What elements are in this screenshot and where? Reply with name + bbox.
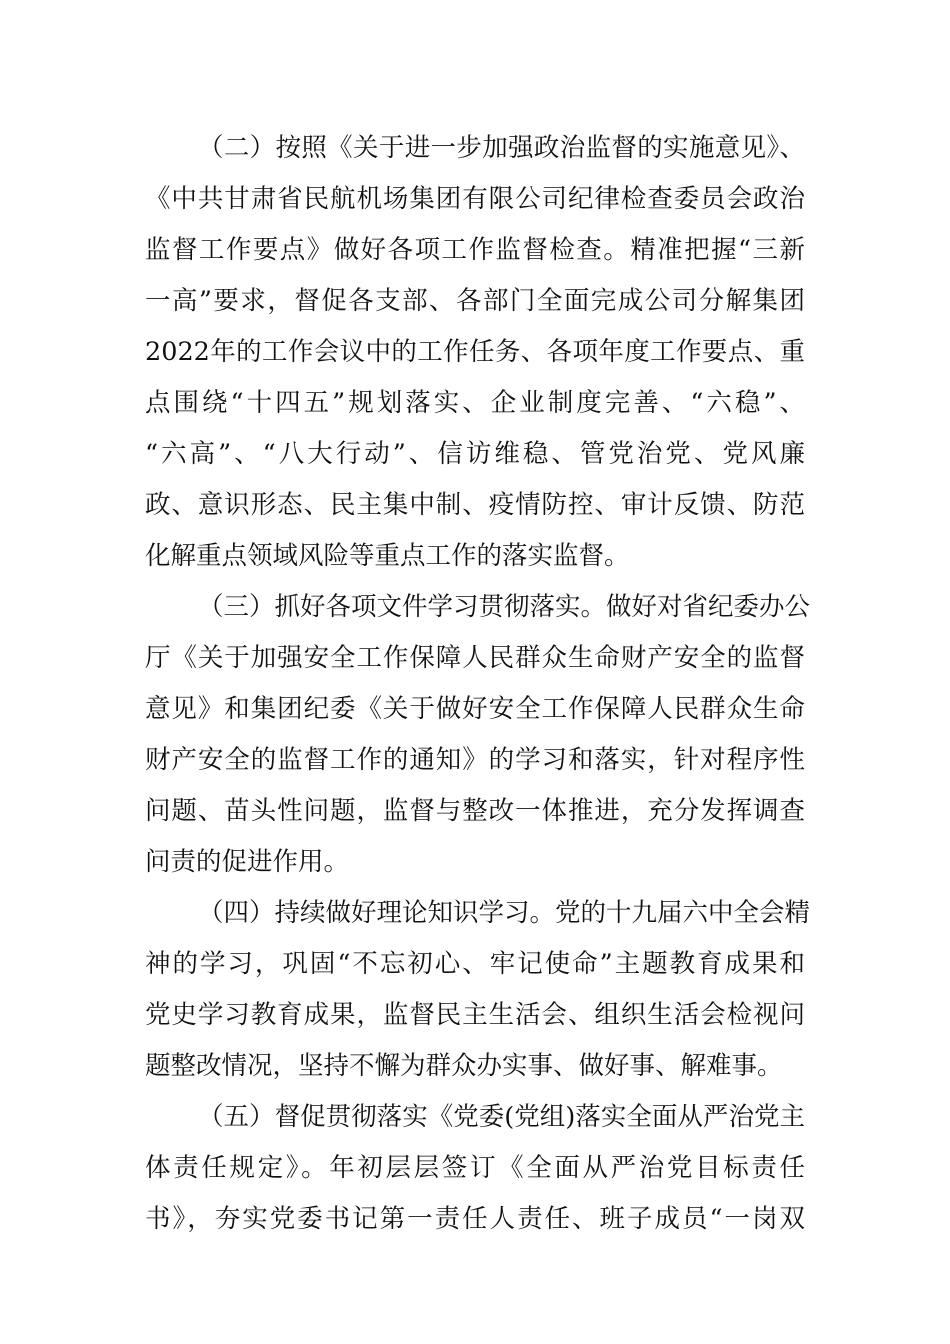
text-line: 财产安全的监督工作的通知》的学习和落实，针对程序性 [145, 745, 805, 775]
text-line: 2022年的工作会议中的工作任务、各项年度工作要点、重 [145, 337, 805, 367]
text-line: （五）督促贯彻落实《党委(党组)落实全面从严治党主 [198, 1102, 805, 1132]
text-line: 厅《关于加强安全工作保障人民群众生命财产安全的监督 [145, 643, 805, 673]
text-line: 题整改情况，坚持不懈为群众办实事、做好事、解难事。 [145, 1051, 783, 1081]
text-line: 化解重点领域风险等重点工作的落实监督。 [145, 541, 630, 571]
text-line: （二）按照《关于进一步加强政治监督的实施意见》、 [198, 133, 805, 163]
text-line: 一高”要求，督促各支部、各部门全面完成公司分解集团 [145, 286, 805, 316]
text-line: （三）抓好各项文件学习贯彻落实。做好对省纪委办公 [198, 592, 811, 622]
text-line: 《中共甘肃省民航机场集团有限公司纪律检查委员会政治 [145, 184, 805, 214]
text-line: 问题、苗头性问题，监督与整改一体推进，充分发挥调查 [145, 796, 805, 826]
text-line: 问责的促进作用。 [145, 847, 350, 877]
text-line: 神的学习，巩固“不忘初心、牢记使命”主题教育成果和 [145, 949, 805, 979]
text-line: 意见》和集团纪委《关于做好安全工作保障人民群众生命 [145, 694, 805, 724]
text-line: “六高”、“八大行动”、信访维稳、管党治党、党风廉 [145, 439, 805, 469]
text-line: 党史学习教育成果，监督民主生活会、组织生活会检视问 [145, 1000, 805, 1030]
text-line: 政、意识形态、民主集中制、疫情防控、审计反馈、防范 [145, 490, 805, 520]
text-line: 体责任规定》。年初层层签订《全面从严治党目标责任 [145, 1153, 805, 1183]
text-line: 书》，夯实党委书记第一责任人责任、班子成员“一岗双 [145, 1204, 805, 1234]
text-line: 监督工作要点》做好各项工作监督检查。精准把握“三新 [145, 235, 805, 265]
text-line: （四）持续做好理论知识学习。党的十九届六中全会精 [198, 898, 811, 928]
text-line: 点围绕“十四五”规划落实、企业制度完善、“六稳”、 [145, 388, 805, 418]
